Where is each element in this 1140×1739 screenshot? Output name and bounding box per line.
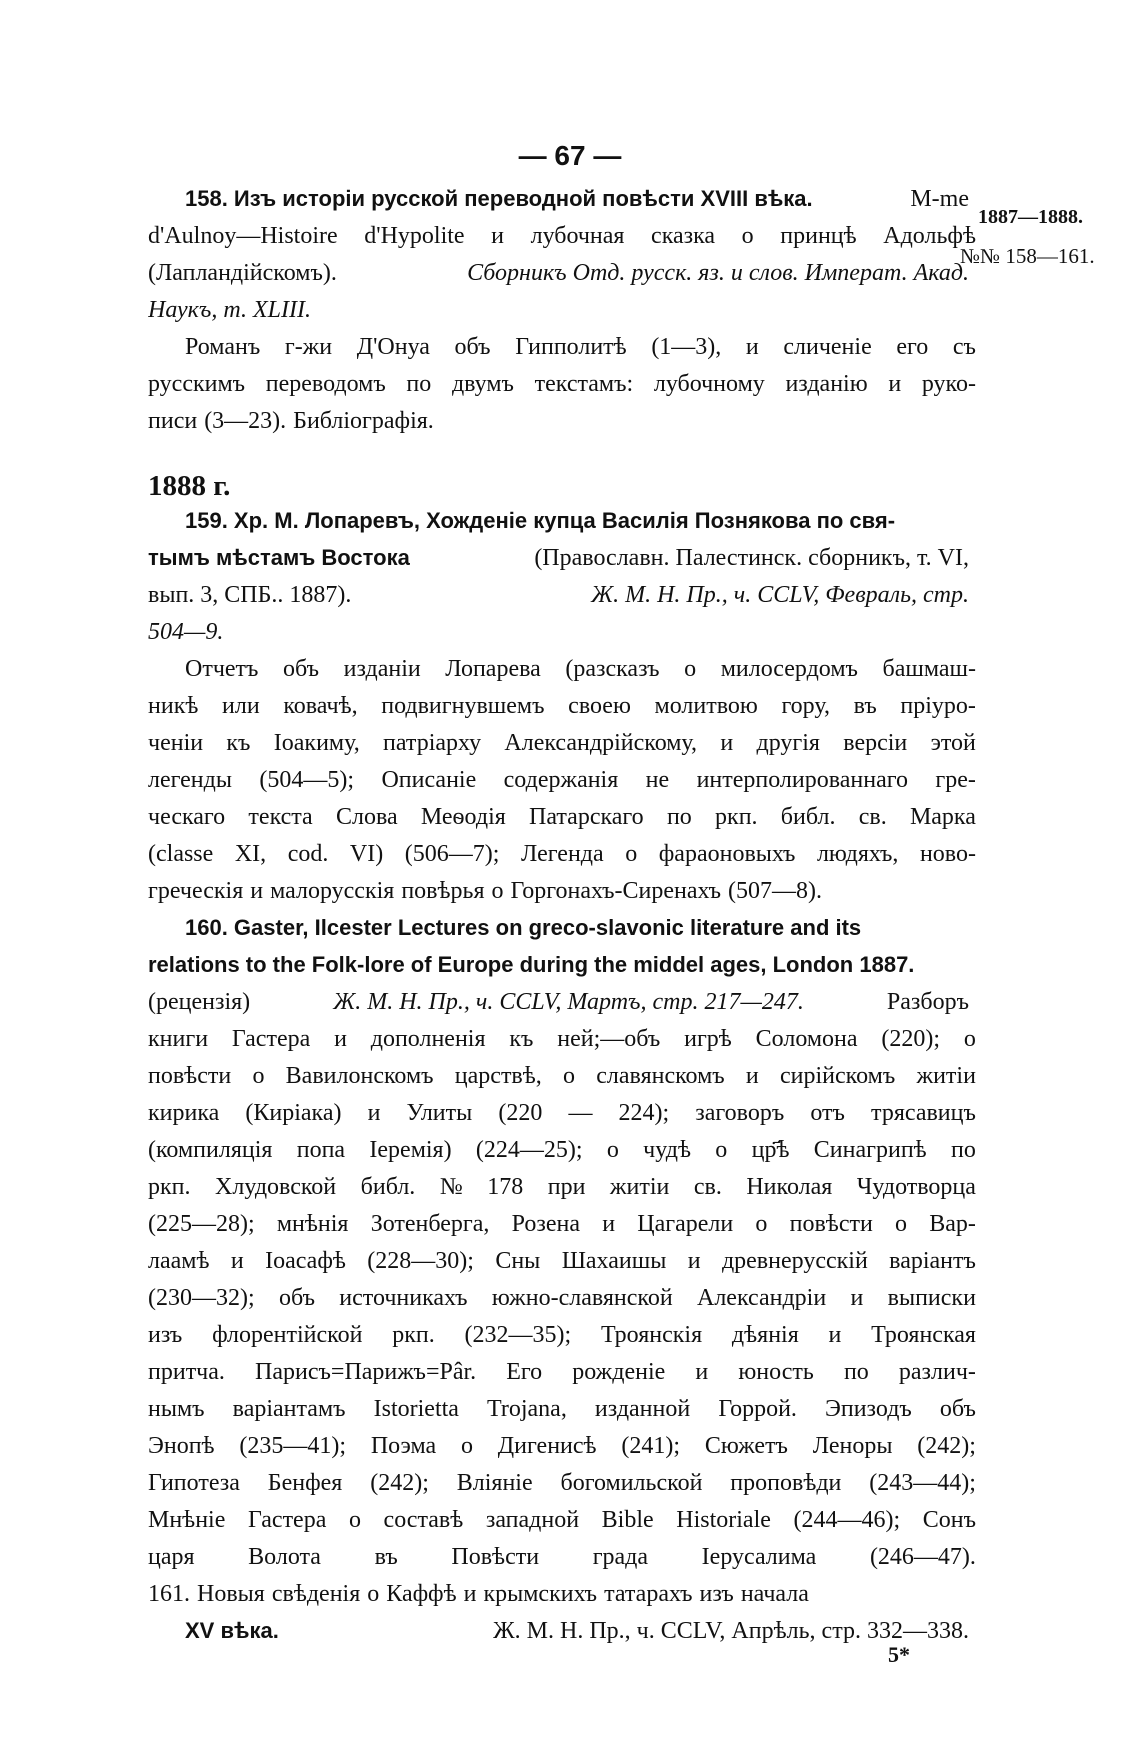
text-run: лубочная <box>530 223 625 249</box>
text-run: проповѣди <box>730 1470 842 1496</box>
text-run: юность <box>738 1359 814 1385</box>
text-line <box>148 1544 976 1581</box>
text-line <box>148 1137 976 1174</box>
text-run: Сюжетъ <box>704 1433 788 1459</box>
text-run: содержанія <box>503 767 619 793</box>
text-line <box>148 1581 976 1618</box>
text-run: Сборникъ Отд. русск. яз. и слов. Императ. Акад. <box>467 260 969 286</box>
text-run: Марка <box>909 804 976 830</box>
text-run: и <box>828 1322 842 1348</box>
text-run: попа <box>296 1137 346 1163</box>
text-line <box>148 1248 976 1285</box>
text-run: о <box>715 1137 728 1163</box>
text-line <box>148 334 976 371</box>
text-line <box>148 915 976 952</box>
text-run: Historiale <box>676 1507 771 1533</box>
text-run: Поэма <box>370 1433 437 1459</box>
text-run: и <box>745 334 759 360</box>
text-run: Гастера <box>231 1026 311 1052</box>
text-run: изданіи <box>343 656 421 682</box>
entry-158 <box>148 186 976 445</box>
text-run: (235—41); <box>239 1433 347 1459</box>
text-run: никѣ <box>148 693 199 719</box>
text-run: и <box>367 1100 381 1126</box>
text-run: Троянскія <box>600 1322 703 1348</box>
text-run: изъ <box>699 1581 734 1607</box>
text-run: г-жи <box>284 334 333 360</box>
text-run: и <box>888 371 902 397</box>
text-run: Отчетъ <box>185 656 259 682</box>
text-run: сирійскомъ <box>780 1063 896 1089</box>
text-run: о <box>741 223 754 249</box>
text-run: пріуро- <box>900 693 976 719</box>
text-line <box>148 408 976 445</box>
text-run: о <box>625 841 638 867</box>
text-run: Наукъ, т. XLIII. <box>148 297 311 323</box>
text-run: Александріи <box>697 1285 827 1311</box>
text-run: Іерусалима <box>701 1544 817 1570</box>
text-run: Эпизодъ <box>825 1396 912 1422</box>
text-run: Энопѣ <box>148 1433 215 1459</box>
text-run: Адольфѣ <box>883 223 976 249</box>
text-run: варіантъ <box>889 1248 976 1274</box>
text-run: патріарху <box>383 730 482 756</box>
text-run: (компиляція <box>148 1137 273 1163</box>
text-run: текстамъ: <box>534 371 634 397</box>
text-run: объ <box>454 334 491 360</box>
text-run: отъ <box>810 1100 845 1126</box>
text-run: relations to the Folk-lore of Europe during the middel ages, London 1887. <box>148 952 915 977</box>
text-run: царствѣ, <box>454 1063 542 1089</box>
text-run: дѣянія <box>731 1322 799 1348</box>
text-run: сличеніе <box>783 334 872 360</box>
text-run: о <box>755 1211 768 1237</box>
text-run: Описаніе <box>381 767 477 793</box>
text-run: изъ <box>148 1322 183 1348</box>
text-run: Повѣсти <box>451 1544 540 1570</box>
text-line <box>148 1322 976 1359</box>
text-run: Гипполитѣ <box>515 334 627 360</box>
text-run: по <box>406 371 432 397</box>
text-run: Синагрипѣ <box>813 1137 927 1163</box>
text-run: и <box>230 1248 244 1274</box>
text-line <box>148 1285 976 1322</box>
text-line <box>148 841 976 878</box>
text-run: Каффѣ <box>386 1581 457 1607</box>
text-run: (232—35); <box>464 1322 572 1348</box>
text-run: (1—3), <box>651 334 722 360</box>
text-run: малорусскія <box>270 878 395 904</box>
text-run: съ <box>952 334 976 360</box>
text-run: (246—47). <box>869 1544 976 1570</box>
text-run: Цагарели <box>637 1211 734 1237</box>
text-run: ческаго <box>148 804 226 830</box>
text-run: въ <box>374 1544 398 1570</box>
text-run: (рецензія) <box>148 989 251 1015</box>
text-run: татарахъ <box>604 1581 693 1607</box>
text-line <box>148 952 976 989</box>
text-run: переводомъ <box>265 371 386 397</box>
text-run: выписки <box>887 1285 976 1311</box>
text-run: и <box>602 1211 616 1237</box>
text-run: (242); <box>370 1470 429 1496</box>
text-run: № <box>439 1174 463 1200</box>
text-run: о <box>963 1026 976 1052</box>
text-run: повѣсти <box>789 1211 873 1237</box>
text-line <box>148 1174 976 1211</box>
text-run: о <box>895 1211 908 1237</box>
text-line <box>148 1433 976 1470</box>
text-line <box>148 1211 976 1248</box>
text-run: 178 <box>487 1174 524 1200</box>
text-run: о <box>684 656 697 682</box>
text-run: игрѣ <box>684 1026 732 1052</box>
text-run: по <box>666 804 692 830</box>
text-run: начала <box>740 1581 809 1607</box>
text-run: и <box>334 1026 347 1052</box>
text-run: принцѣ <box>780 223 857 249</box>
text-run: фараоновыхъ <box>658 841 796 867</box>
text-run: Улиты <box>406 1100 473 1126</box>
text-run: (3—23). <box>204 408 287 434</box>
text-run: Сны <box>495 1248 541 1274</box>
text-run: по <box>843 1359 869 1385</box>
text-run: версіи <box>843 730 908 756</box>
text-run: (220); <box>881 1026 941 1052</box>
text-run: о <box>606 1137 619 1163</box>
text-run: Вар- <box>929 1211 976 1237</box>
text-run: ново- <box>919 841 976 867</box>
text-run: башмаш- <box>882 656 976 682</box>
text-line <box>148 545 976 582</box>
text-run: и <box>745 1063 759 1089</box>
text-run: (243—44); <box>869 1470 976 1496</box>
text-run: Троянская <box>871 1322 976 1348</box>
text-line <box>148 1359 976 1396</box>
text-run: притча. <box>148 1359 225 1385</box>
text-run: житіи <box>609 1174 670 1200</box>
text-run: cod. <box>287 841 329 867</box>
text-run: житіи <box>916 1063 976 1089</box>
text-line <box>148 1396 976 1433</box>
text-run: Trojana, <box>487 1396 567 1422</box>
text-run: (230—32); <box>148 1285 255 1311</box>
text-run: крымскихъ <box>483 1581 598 1607</box>
text-run: къ <box>226 730 251 756</box>
text-line <box>148 1507 976 1544</box>
text-run: людяхъ, <box>816 841 899 867</box>
text-run: и <box>695 1359 709 1385</box>
text-run: гору, <box>781 693 830 719</box>
text-run: сказка <box>651 223 716 249</box>
text-run: Библіографія. <box>293 408 434 434</box>
text-run: о <box>563 1063 576 1089</box>
text-run: града <box>592 1544 649 1570</box>
text-run: объ <box>939 1396 976 1422</box>
text-run: Разборъ <box>886 989 969 1015</box>
text-run: древнерусскій <box>721 1248 868 1274</box>
text-run: 160. Gaster, Ilcester Lectures on greco-slavonic literature and its <box>185 915 862 940</box>
text-run: (241); <box>621 1433 681 1459</box>
text-run: о <box>252 1063 265 1089</box>
text-run: дополненія <box>370 1026 486 1052</box>
text-run: (разсказъ <box>565 656 660 682</box>
text-run: составѣ <box>383 1507 464 1533</box>
text-run: Гастера <box>247 1507 327 1533</box>
text-run: Легенда <box>521 841 604 867</box>
text-run: Мнѣніе <box>148 1507 226 1533</box>
text-run: 504—9. <box>148 619 224 645</box>
text-line <box>148 186 976 223</box>
text-line <box>148 804 976 841</box>
text-run: чудѣ <box>643 1137 691 1163</box>
text-line <box>148 1026 976 1063</box>
text-run: d'Hypolite <box>364 223 465 249</box>
text-run: XI, <box>234 841 267 867</box>
text-line <box>148 371 976 408</box>
text-run: милосердомъ <box>720 656 858 682</box>
text-run: другія <box>756 730 820 756</box>
text-run: (225—28); <box>148 1211 255 1237</box>
text-run: греческія <box>148 878 244 904</box>
text-line <box>148 297 976 334</box>
text-run: богомильской <box>560 1470 703 1496</box>
text-run: (228—30); <box>367 1248 474 1274</box>
text-run: Соломона <box>755 1026 858 1052</box>
text-run: 159. Хр. М. Лопаревъ, Хожденіе купца Василія Познякова по свя- <box>185 508 896 533</box>
text-run: ркп. <box>392 1322 435 1348</box>
text-run: Ж. М. Н. Пр., ч. CCLV, Апрѣль, стр. 332—338. <box>493 1618 969 1644</box>
text-line <box>148 656 976 693</box>
text-run: Горгонахъ-Сиренахъ <box>510 878 722 904</box>
text-run: (242); <box>917 1433 976 1459</box>
text-run: Чудотворца <box>856 1174 976 1200</box>
text-run: Волота <box>248 1544 321 1570</box>
text-line <box>148 878 976 915</box>
text-run: св. <box>858 804 887 830</box>
text-run: нымъ <box>148 1396 205 1422</box>
text-run: царя <box>148 1544 195 1570</box>
entries-159-161 <box>148 508 976 1655</box>
text-run: Гипотеза <box>148 1470 240 1496</box>
text-run: Его <box>506 1359 543 1385</box>
text-run: изданной <box>594 1396 691 1422</box>
text-run: о <box>491 878 504 904</box>
text-run: Bible <box>601 1507 654 1533</box>
text-run: и <box>463 1581 477 1607</box>
text-run: цр҃ѣ <box>751 1137 790 1163</box>
text-run: заговоръ <box>695 1100 785 1126</box>
text-run: Ж. М. Н. Пр., ч. CCLV, Мартъ, стр. 217—247. <box>333 989 804 1015</box>
text-run: Александрійскому, <box>504 730 698 756</box>
text-run: Іоасафѣ <box>265 1248 346 1274</box>
text-line <box>148 1100 976 1137</box>
text-run: мнѣнія <box>276 1211 349 1237</box>
text-run: Вліяніе <box>456 1470 533 1496</box>
text-run: М-me <box>910 186 969 212</box>
text-run: изданію <box>785 371 868 397</box>
text-run: тымъ мѣстамъ Востока <box>148 545 410 570</box>
text-run: подвигнувшемъ <box>381 693 545 719</box>
margin-note-numbers: №№ 158—161. <box>960 244 1095 268</box>
text-run: Іеремія) <box>369 1137 452 1163</box>
text-run: (Православн. Палестинск. сборникъ, т. VI, <box>534 545 969 571</box>
text-run: книги <box>148 1026 209 1052</box>
text-run: Хлудовской <box>215 1174 337 1200</box>
year-heading: 1888 г. <box>148 470 231 502</box>
text-run: и <box>687 1248 701 1274</box>
text-run: (classe <box>148 841 214 867</box>
text-run: 224); <box>618 1100 670 1126</box>
text-run: не <box>645 767 670 793</box>
text-run: Лопарева <box>445 656 541 682</box>
text-run: ркп. <box>715 804 758 830</box>
text-line <box>148 582 976 619</box>
text-run: ченіи <box>148 730 204 756</box>
text-run: о <box>367 1581 380 1607</box>
text-run: молитвою <box>654 693 758 719</box>
text-run: о <box>461 1433 473 1459</box>
text-run: интерполированнаго <box>696 767 909 793</box>
text-line <box>148 619 976 656</box>
text-run: и <box>250 878 264 904</box>
text-run: своею <box>568 693 631 719</box>
text-run: гре- <box>935 767 976 793</box>
text-run: 158. Изъ исторіи русской переводной повѣсти XVIII вѣка. <box>185 186 813 211</box>
text-run: текста <box>248 804 313 830</box>
text-run: (220 <box>498 1100 543 1126</box>
text-run: легенды <box>148 767 232 793</box>
text-line <box>148 1470 976 1507</box>
text-run: (507—8). <box>728 878 822 904</box>
text-run: объ <box>283 656 320 682</box>
text-run: рожденіе <box>572 1359 666 1385</box>
text-run: Николая <box>746 1174 833 1200</box>
text-run: Вавилонскомъ <box>285 1063 434 1089</box>
text-run: этой <box>930 730 976 756</box>
text-run: Сонъ <box>922 1507 976 1533</box>
text-run: Меѳодія <box>420 804 506 830</box>
text-line <box>148 767 976 804</box>
text-run: библ. <box>780 804 836 830</box>
text-run: d'Aulnoy—Histoire <box>148 223 338 249</box>
text-run: VI) <box>349 841 384 867</box>
text-run: Слова <box>335 804 398 830</box>
text-run: Патарскаго <box>529 804 644 830</box>
text-run: объ <box>278 1285 315 1311</box>
text-line <box>148 730 976 767</box>
text-run: Новыя <box>197 1581 265 1607</box>
text-run: (244—46); <box>793 1507 901 1533</box>
text-run: вып. 3, СПБ.. 1887). <box>148 582 352 608</box>
text-run: ковачѣ, <box>283 693 358 719</box>
text-run: Д'Онуа <box>356 334 430 360</box>
text-run: южно-славянской <box>491 1285 673 1311</box>
text-run: кирика <box>148 1100 220 1126</box>
text-run: (224—25); <box>475 1137 583 1163</box>
text-run: руко- <box>921 371 976 397</box>
text-run: или <box>222 693 260 719</box>
text-run: различ- <box>898 1359 976 1385</box>
text-line <box>148 989 976 1026</box>
text-run: славянскомъ <box>596 1063 725 1089</box>
text-run: св. <box>693 1174 722 1200</box>
text-line <box>148 223 976 260</box>
margin-note-years: 1887—1888. <box>978 206 1083 228</box>
text-run: при <box>547 1174 586 1200</box>
text-run: трясавицъ <box>871 1100 976 1126</box>
text-run: Бенфея <box>267 1470 343 1496</box>
text-run: западной <box>485 1507 580 1533</box>
text-run: (Лапландійскомъ). <box>148 260 337 286</box>
text-run: Розена <box>511 1211 581 1237</box>
text-run: свѣденія <box>271 1581 361 1607</box>
text-line <box>148 1618 976 1655</box>
text-run: повѣрья <box>401 878 485 904</box>
text-run: Іоакиму, <box>273 730 360 756</box>
text-run: писи <box>148 408 198 434</box>
text-run: библ. <box>360 1174 416 1200</box>
text-run: (504—5); <box>259 767 355 793</box>
text-line <box>148 693 976 730</box>
text-run: о <box>348 1507 361 1533</box>
text-run: ркп. <box>148 1174 191 1200</box>
text-run: и <box>850 1285 864 1311</box>
text-run: его <box>896 334 929 360</box>
text-run: Istorietta <box>373 1396 459 1422</box>
text-run: (Киріака) <box>245 1100 342 1126</box>
text-run: двумъ <box>451 371 514 397</box>
printer-signature: 5* <box>888 1642 910 1667</box>
text-run: (506—7); <box>404 841 500 867</box>
text-run: флорентійской <box>212 1322 363 1348</box>
text-run: русскимъ <box>148 371 246 397</box>
text-run: Горрой. <box>718 1396 797 1422</box>
text-run: Ж. М. Н. Пр., ч. CCLV, Февраль, стр. <box>591 582 969 608</box>
text-run: источникахъ <box>339 1285 468 1311</box>
text-run: лубочному <box>653 371 765 397</box>
text-run: Зотенберга, <box>370 1211 490 1237</box>
text-run: въ <box>853 693 877 719</box>
text-run: ней;—объ <box>557 1026 661 1052</box>
text-line <box>148 260 976 297</box>
text-run: 161. <box>148 1581 190 1607</box>
page-number: — 67 — <box>518 140 622 171</box>
text-run: Дигенисѣ <box>497 1433 597 1459</box>
text-run: лаамѣ <box>148 1248 210 1274</box>
text-run: Романъ <box>185 334 261 360</box>
text-run: повѣсти <box>148 1063 232 1089</box>
text-run: по <box>951 1137 976 1163</box>
text-run: XV вѣка. <box>185 1618 279 1643</box>
text-line <box>148 508 976 545</box>
text-run: — <box>568 1100 593 1126</box>
text-run: Леноры <box>812 1433 893 1459</box>
text-run: къ <box>509 1026 534 1052</box>
text-run: варіантамъ <box>232 1396 346 1422</box>
text-run: Шахаишы <box>561 1248 667 1274</box>
text-run: Парисъ=Парижъ=Pâr. <box>255 1359 477 1385</box>
text-line <box>148 1063 976 1100</box>
text-run: и <box>720 730 734 756</box>
text-run: и <box>491 223 504 249</box>
